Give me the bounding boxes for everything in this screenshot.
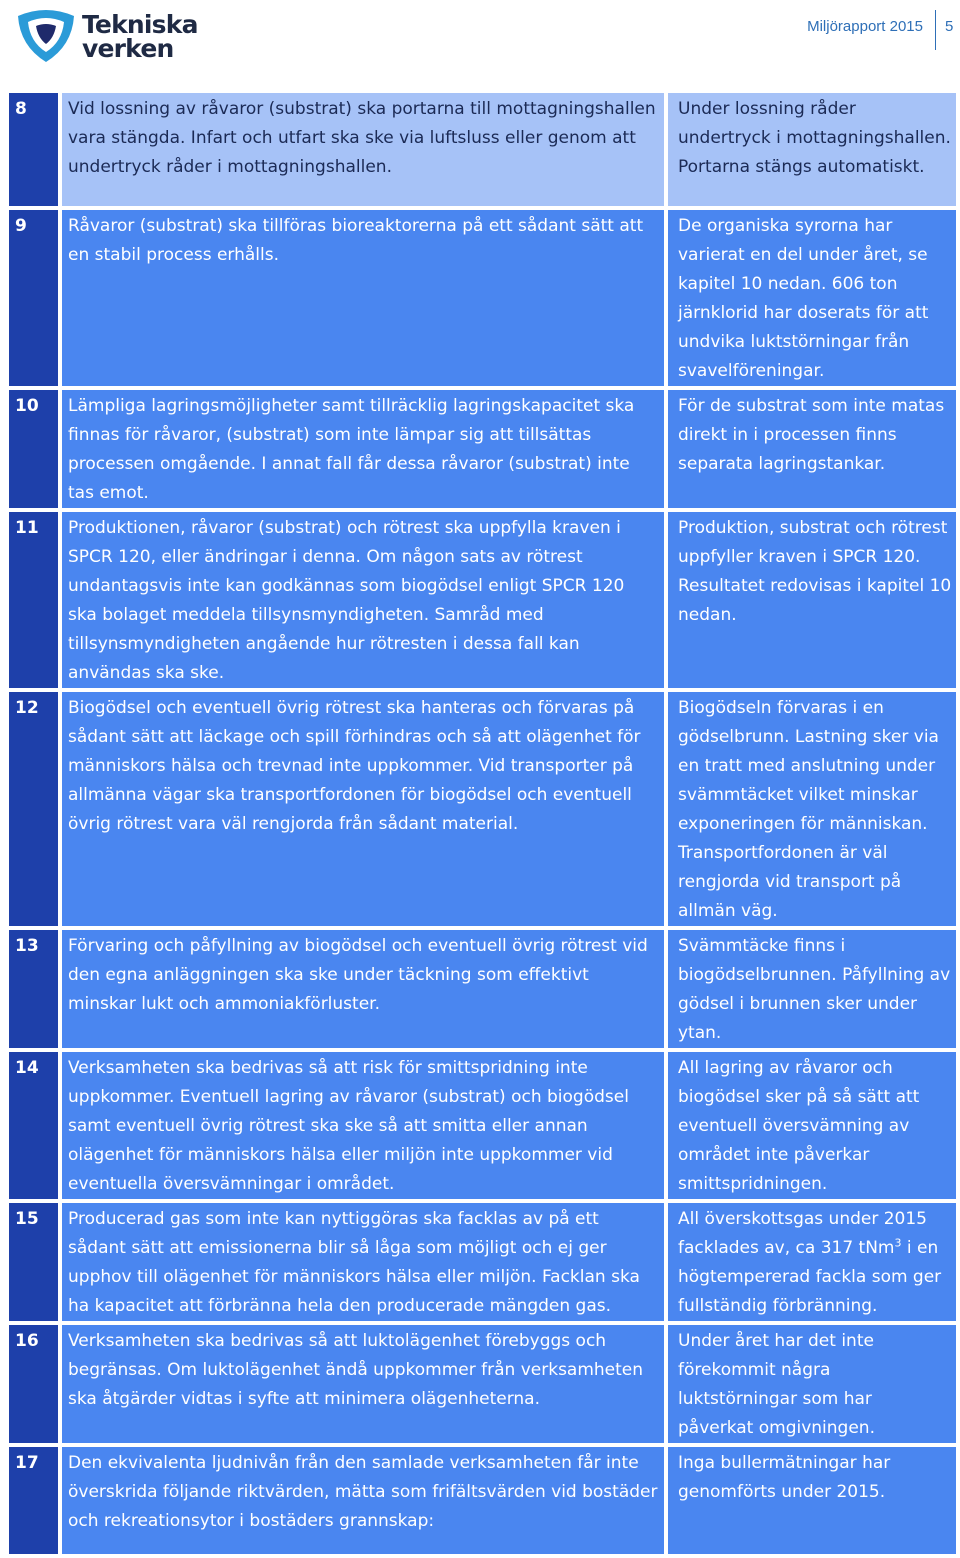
requirement-text: Den ekvivalenta ljudnivån från den samlade verksamheten får inte överskrida följande riktvärden, mätta som frifältsvärden vid bostäder och rekreationsytor i bostäders grannskap:: [62, 1447, 664, 1554]
status-text: De organiska syrorna har varierat en del under året, se kapitel 10 nedan. 606 ton järnklorid har doserats för att undvika luktstörningar från svavelföreningar.: [668, 210, 956, 386]
row-number: 12: [9, 692, 58, 926]
requirement-text: Vid lossning av råvaror (substrat) ska portarna till mottagningshallen vara stängda. Infart och utfart ska ske via luftsluss eller genom att undertryck råder i mottagningshallen.: [62, 93, 664, 206]
requirement-text: Verksamheten ska bedrivas så att risk för smittspridning inte uppkommer. Eventuell lagring av råvaror (substrat) och biogödsel samt eventuell övrig rötrest ska ske så att smitta eller annan olägenhet för människors hälsa eller miljön inte uppkommer vid eventuella översvämningar i området.: [62, 1052, 664, 1199]
status-text: [668, 1203, 956, 1321]
status-text: All lagring av råvaror och biogödsel sker på så sätt att eventuell översvämning av området inte påverkar smittspridningen.: [668, 1052, 956, 1199]
page-number: 5: [945, 18, 954, 35]
row-number: 9: [9, 210, 58, 386]
superscript-three: 3: [894, 1236, 902, 1250]
status-text: Inga bullermätningar har genomförts under 2015.: [668, 1447, 956, 1554]
tekniska-verken-logo: [14, 6, 198, 66]
requirement-text: Biogödsel och eventuell övrig rötrest ska hanteras och förvaras på sådant sätt att läckage och spill förhindras och så att olägenhet för människors hälsa och trevnad inte uppkommer. Vid transporter på allmänna vägar ska transportfordonen för biogödsel och eventuell övrig rötrest vara väl rengjorda från sådant material.: [62, 692, 664, 926]
requirement-text: Råvaror (substrat) ska tillföras bioreaktorerna på ett sådant sätt att en stabil process erhålls.: [62, 210, 664, 386]
requirement-text: Verksamheten ska bedrivas så att luktolägenhet förebyggs och begränsas. Om luktolägenhet ändå uppkommer från verksamheten ska åtgärder vidtas i syfte att minimera olägenheterna.: [62, 1325, 664, 1443]
table-row: [9, 512, 956, 688]
row-number: 13: [9, 930, 58, 1048]
requirement-text: Produktionen, råvaror (substrat) och rötrest ska uppfylla kraven i SPCR 120, eller ändringar i denna. Om någon sats av rötrest undantagsvis inte kan godkännas som biogödsel enligt SPCR 120 ska bolaget meddela tillsynsmyndigheten. Samråd med tillsynsmyndigheten angående hur rötresten i dessa fall kan användas ska ske.: [62, 512, 664, 688]
requirement-text: Lämpliga lagringsmöjligheter samt tillräcklig lagringskapacitet ska finnas för råvaror, (substrat) som inte lämpar sig att tillsättas processen omgående. I annat fall får dessa råvaror (substrat) inte tas emot.: [62, 390, 664, 508]
requirement-text: Producerad gas som inte kan nyttiggöras ska facklas av på ett sådant sätt att emissionerna blir så låga som möjligt och ej ger upphov till olägenhet för människors hälsa eller miljön. Facklan ska ha kapacitet att förbränna hela den producerade mängden gas.: [62, 1203, 664, 1321]
report-title: Miljörapport 2015: [807, 18, 923, 35]
table-row: [9, 1447, 956, 1554]
status-text-part: i en högtempererad fackla som ger fullständig förbränning.: [678, 1238, 942, 1316]
row-number: 8: [9, 93, 58, 206]
status-text: Produktion, substrat och rötrest uppfyller kraven i SPCR 120. Resultatet redovisas i kapitel 10 nedan.: [668, 512, 956, 688]
table-row: [9, 1325, 956, 1443]
table-row: [9, 930, 956, 1048]
table-row: [9, 390, 956, 508]
header-divider: [935, 10, 936, 50]
logo-shield-icon: [14, 6, 78, 64]
status-text: Under året har det inte förekommit några luktstörningar som har påverkat omgivningen.: [668, 1325, 956, 1443]
row-number: 11: [9, 512, 58, 688]
row-number: 15: [9, 1203, 58, 1321]
status-text: För de substrat som inte matas direkt in i processen finns separata lagringstankar.: [668, 390, 956, 508]
status-text: Biogödseln förvaras i en gödselbrunn. Lastning sker via en tratt med anslutning under svämmtäcket vilket minskar exponeringen för människan. Transportfordonen är väl rengjorda vid transport på allmän väg.: [668, 692, 956, 926]
requirements-table: [5, 89, 960, 1558]
logo-text-line2: verken: [82, 34, 174, 63]
status-text: Under lossning råder undertryck i mottagningshallen. Portarna stängs automatiskt.: [668, 93, 956, 206]
table-row: [9, 1052, 956, 1199]
row-number: 10: [9, 390, 58, 508]
requirement-text: Förvaring och påfyllning av biogödsel och eventuell övrig rötrest vid den egna anläggningen ska ske under täckning som effektivt minskar lukt och ammoniakförluster.: [62, 930, 664, 1048]
page-header: [0, 0, 960, 90]
table-row: [9, 93, 956, 206]
logo-text-line1: Tekniska: [82, 10, 198, 39]
row-number: 14: [9, 1052, 58, 1199]
table-row: [9, 210, 956, 386]
table-row: [9, 1203, 956, 1321]
status-text: Svämmtäcke finns i biogödselbrunnen. Påfyllning av gödsel i brunnen sker under ytan.: [668, 930, 956, 1048]
status-text-part: All överskottsgas under 2015 facklades av, ca 317 tNm: [678, 1209, 927, 1258]
row-number: 16: [9, 1325, 58, 1443]
row-number: 17: [9, 1447, 58, 1554]
table-row: [9, 692, 956, 926]
